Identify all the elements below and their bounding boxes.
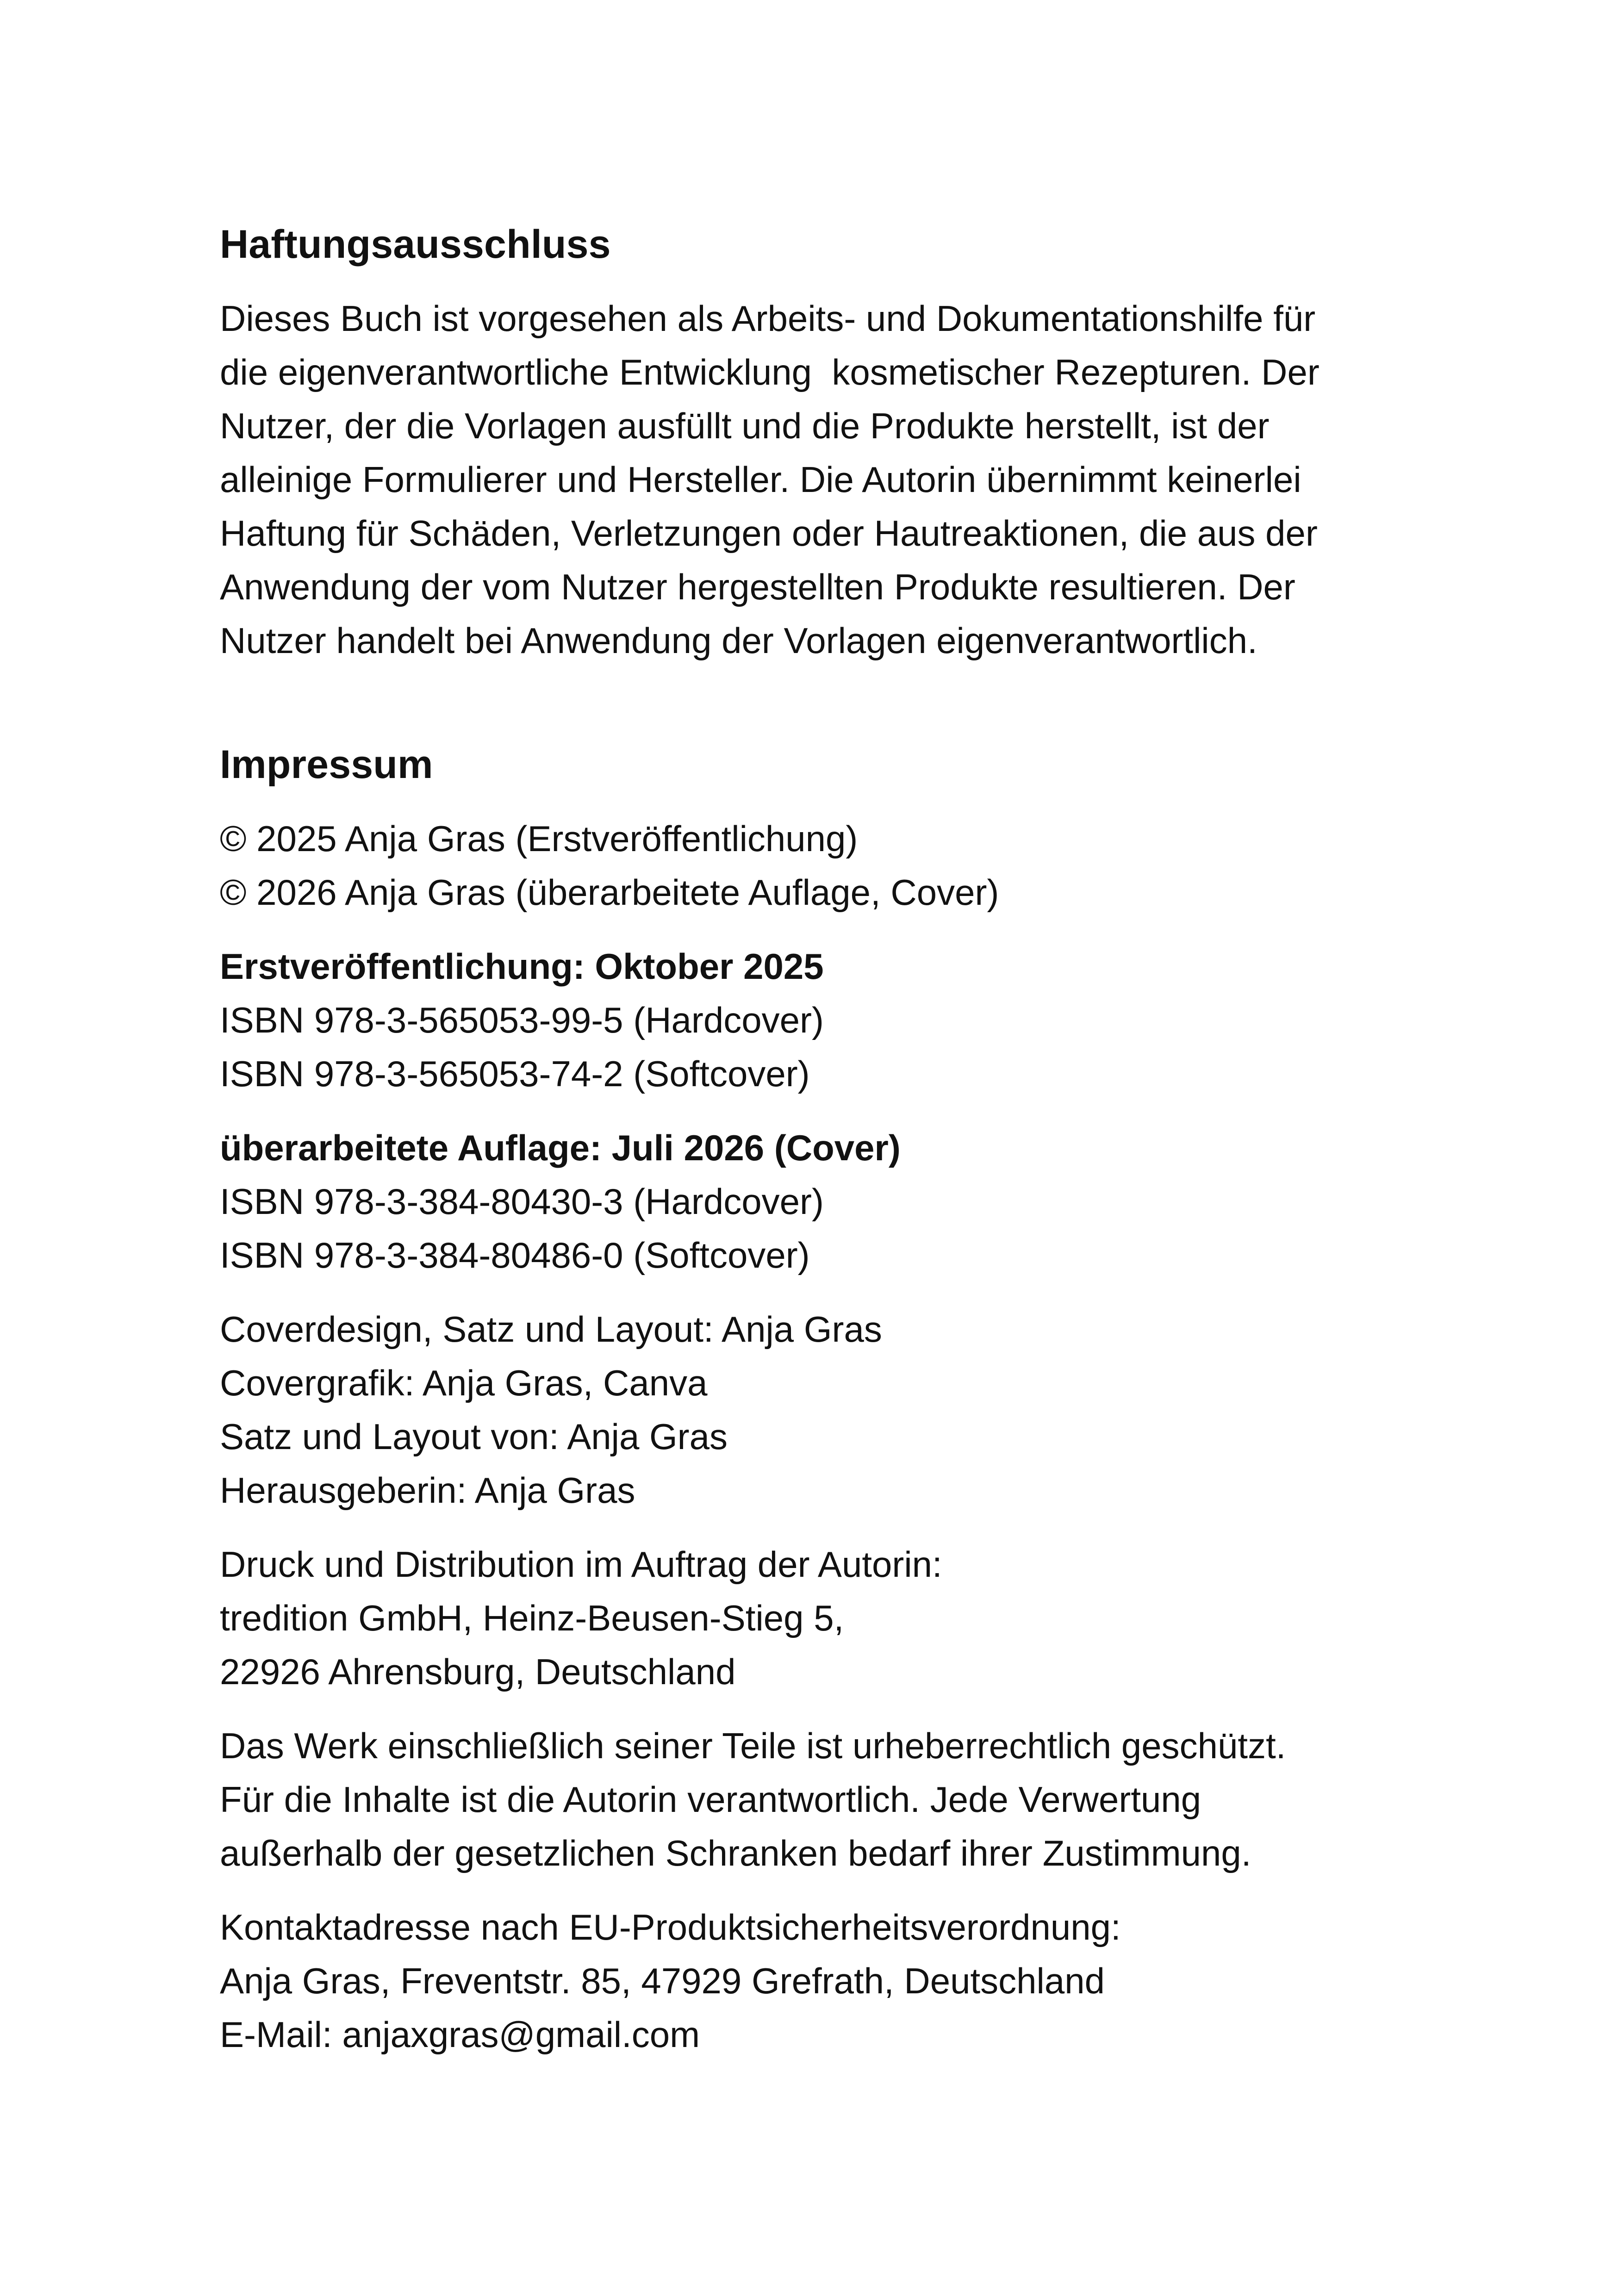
rights-line: außerhalb der gesetzlichen Schranken bedarf ihrer Zustimmung. [220,1833,1251,1873]
credits-line: Coverdesign, Satz und Layout: Anja Gras [220,1309,882,1350]
distribution-line: 22926 Ahrensburg, Deutschland [220,1651,736,1692]
revised-edition-block [220,1121,1469,1282]
isbn-line: ISBN 978-3-384-80430-3 (Hardcover) [220,1181,824,1222]
distribution-block [220,1537,1469,1699]
isbn-line: ISBN 978-3-384-80486-0 (Softcover) [220,1235,810,1276]
credits-block [220,1302,1469,1517]
disclaimer-heading: Haftungsausschluss [220,222,611,267]
copyright-line: © 2026 Anja Gras (überarbeitete Auflage, Cover) [220,872,999,913]
credits-line: Covergrafik: Anja Gras, Canva [220,1363,708,1403]
credits-line: Satz und Layout von: Anja Gras [220,1416,728,1457]
copyright-block [220,812,1469,919]
rights-line: Für die Inhalte ist die Autorin verantwortlich. Jede Verwertung [220,1779,1201,1820]
imprint-heading: Impressum [220,742,433,787]
disclaimer-line: die eigenverantwortliche Entwicklung kosmetischer Rezepturen. Der [220,352,1319,392]
rights-block [220,1719,1469,1880]
disclaimer-line: Haftung für Schäden, Verletzungen oder Hautreaktionen, die aus der [220,513,1318,554]
contact-line: Kontaktadresse nach EU-Produktsicherheitsverordnung: [220,1907,1121,1948]
isbn-line: ISBN 978-3-565053-99-5 (Hardcover) [220,1000,824,1040]
rights-line: Das Werk einschließlich seiner Teile ist urheberrechtlich geschützt. [220,1725,1286,1766]
distribution-line: tredition GmbH, Heinz-Beusen-Stieg 5, [220,1598,844,1638]
disclaimer-line: Nutzer handelt bei Anwendung der Vorlagen eigenverantwortlich. [220,620,1257,661]
revised-edition-title: überarbeitete Auflage: Juli 2026 (Cover) [220,1127,901,1168]
contact-block [220,1900,1469,2061]
credits-line: Herausgeberin: Anja Gras [220,1470,635,1511]
imprint-section [220,738,1469,2061]
copyright-line: © 2025 Anja Gras (Erstveröffentlichung) [220,818,858,859]
isbn-line: ISBN 978-3-565053-74-2 (Softcover) [220,1053,810,1094]
disclaimer-line: Nutzer, der die Vorlagen ausfüllt und die Produkte herstellt, ist der [220,405,1270,446]
distribution-line: Druck und Distribution im Auftrag der Autorin: [220,1544,942,1585]
disclaimer-section [220,218,1469,667]
imprint-page [220,218,1469,2061]
contact-email: E-Mail: anjaxgras@gmail.com [220,2014,700,2055]
contact-line: Anja Gras, Freventstr. 85, 47929 Grefrath, Deutschland [220,1960,1105,2001]
first-edition-title: Erstveröffentlichung: Oktober 2025 [220,946,824,987]
first-edition-block [220,940,1469,1101]
disclaimer-line: alleinige Formulierer und Hersteller. Die Autorin übernimmt keinerlei [220,459,1301,500]
disclaimer-line: Anwendung der vom Nutzer hergestellten Produkte resultieren. Der [220,566,1295,607]
disclaimer-line: Dieses Buch ist vorgesehen als Arbeits- und Dokumentationshilfe für [220,298,1316,339]
